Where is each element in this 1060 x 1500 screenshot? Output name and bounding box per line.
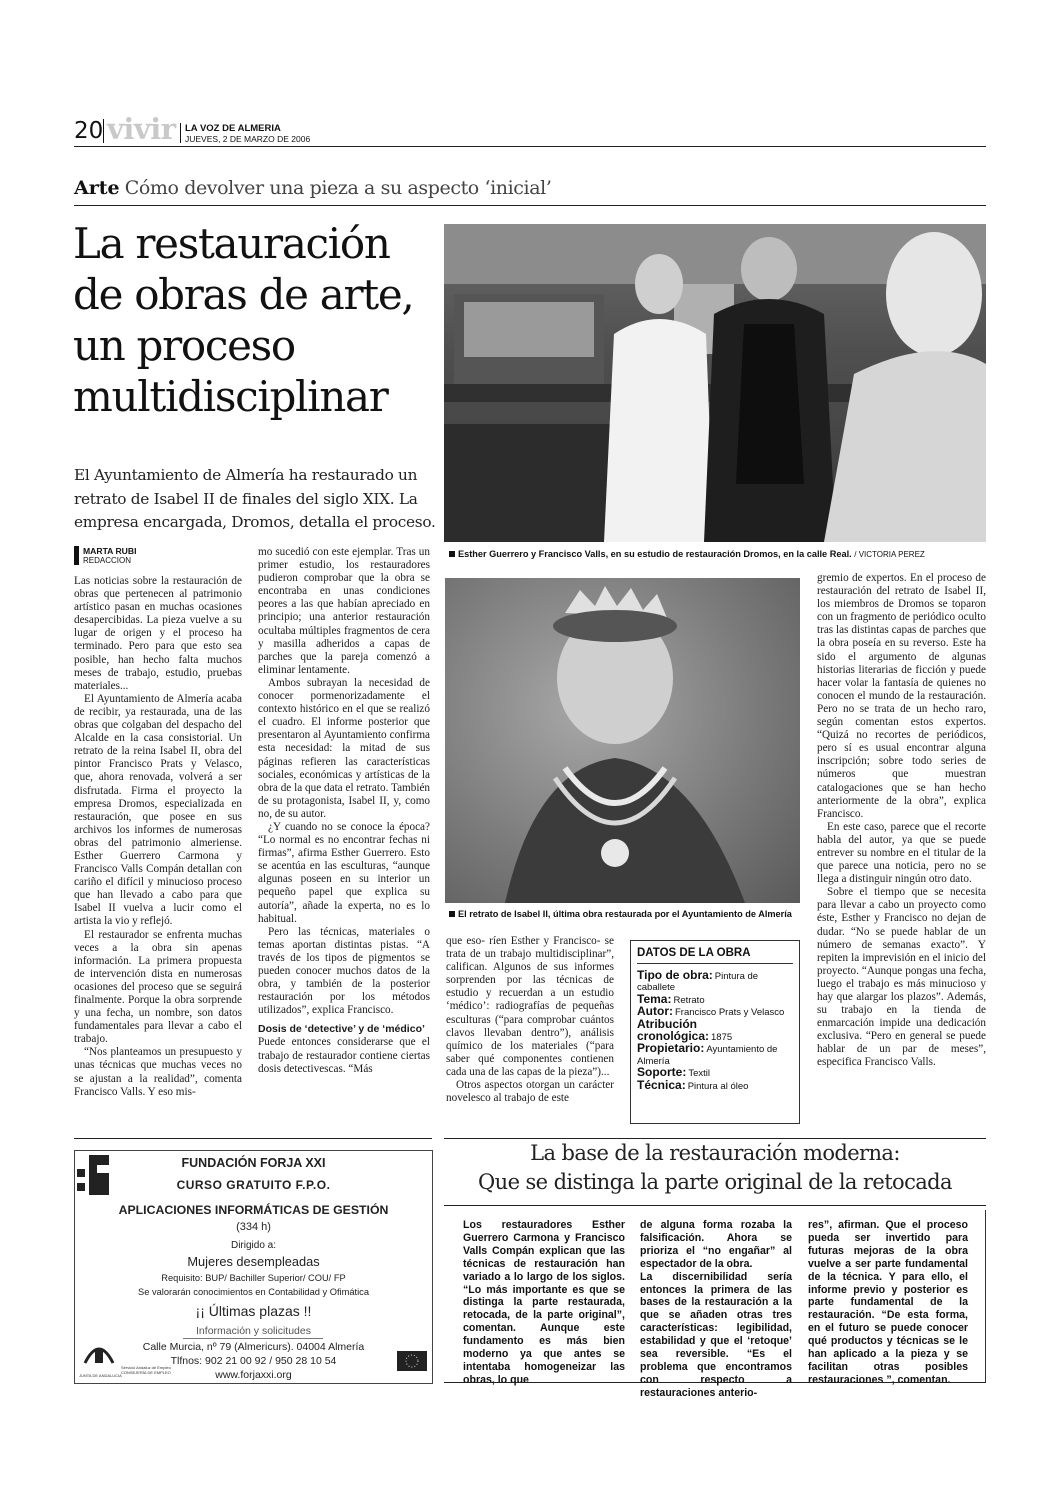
- sidebar-paragraph: res”, afirman. Que el proceso pueda ser invertido para futuras mejoras de la obra vuelve a ser parte fundamental de la técnica. Y para ello, el informe previo y posterior es parte fundamental de la restauración. “De esta forma, en el futuro se puede conocer qué productos y técnicas se le han aplicado a la pieza y se facilitan otras posibles restauraciones ”, comentan.: [808, 1219, 968, 1386]
- datos-row-label: Atribución cronológica:: [637, 1016, 710, 1044]
- ad-audience: Mujeres desempleadas: [187, 1254, 320, 1269]
- junta-andalucia-logo-icon: [81, 1341, 117, 1377]
- deck-line-2: retrato de Isabel II de finales del siglo XIX. La: [74, 489, 418, 508]
- deck-line-1: El Ayuntamiento de Almería ha restaurado un: [74, 466, 418, 484]
- sidebar-title-rule: [444, 1205, 986, 1206]
- datos-row-value: Pintura de caballete: [637, 971, 759, 994]
- body-paragraph: mo sucedió con este ejemplar. Tras un primer estudio, los restauradores pudieron comprobar que la obra se encontraba en unas condiciones peores a las que habían apreciado en principio; una anterior restauración ocultaba múltiples fragmentos de cera y masilla adheridos a capas de parches que la pareja comenzó a eliminar lentamente.: [258, 546, 430, 676]
- sidebar-paragraph: de alguna forma rozaba la falsificación. Ahora se prioriza el “no engañar” al espectador de la obra.: [640, 1219, 792, 1270]
- ad-phones: Tlfnos: 902 21 00 92 / 950 28 10 54: [170, 1355, 337, 1367]
- datos-row-label: Soporte:: [637, 1065, 687, 1080]
- header-rule: [74, 146, 986, 147]
- sidebar-paragraph: Los restauradores Esther Guerrero Carmona y Francisco Valls Compán explican que las técnicas de restauración han variado a lo largo de los siglos. “Lo más importante es que se distinga la parte restaurada, retocada, de la parte original”, comentan. Aunque este fundamento es más bien moderno ya que antes se intentaba homogeneizar las obras, lo que: [463, 1219, 625, 1386]
- ad-address: Calle Murcia, nº 79 (Almericurs). 04004 Almería: [142, 1341, 365, 1353]
- ad-org: FUNDACIÓN FORJA XXI: [181, 1156, 326, 1170]
- datos-row-value: Textil: [688, 1068, 710, 1080]
- ad-hours: (334 h): [236, 1221, 271, 1233]
- datos-rows: [637, 970, 793, 1092]
- body-paragraph: ¿Y cuando no se conoce la época? “Lo normal es no encontrar fechas ni firmas”, afirma Esther Guerrero. Esto se acentúa en las esculturas, “aunque algunas poseen en su interior un pequeño papel que explica su autoría”, añade la experta, no es lo habitual.: [258, 820, 430, 925]
- byline-desk: REDACCION: [83, 556, 132, 565]
- sidebar-bottom-rule: [444, 1382, 986, 1383]
- headline: [73, 218, 438, 422]
- ad-valued: Se valorarán conocimientos en Contabilidad y Ofimática: [138, 1287, 369, 1297]
- datos-row-value: Ayuntamiento de Almería: [637, 1044, 778, 1067]
- body-paragraph: Ambos subrayan la necesidad de conocer pormenorizadamente el contexto histórico en el que se realizó el cuadro. El informe posterior que presentaron al Ayuntamiento confirma esta necesidad: la mitad de sus páginas refieren las características sociales, económicas y artísticas de la obra de la que data el retrato. También de su protagonista, Isabel II, y, como no, de su autor.: [258, 676, 430, 820]
- caption-bullet: [449, 551, 455, 557]
- sidebar-title: [444, 1139, 986, 1197]
- body-paragraph: El Ayuntamiento de Almería acaba de recibir, ya restaurada, una de las obras que colgaban del despacho del Alcalde en la casa consistorial. Un retrato de la reina Isabel II, obra del pintor Francisco Prats y Velasco, que, ahora renovada, volverá a ser disfrutada. Firma el proyecto la empresa Dromos, especializada en restauración, que posee en sus archivos los informes de numerosas obras del patrimonio almeriense. Esther Guerrero Carmona y Francisco Valls Compán detallan con cariño el difícil y minucioso proceso que han llevado a cabo para que Isabel II vuelva a lucir como el artista la vio y reflejó.: [74, 692, 242, 928]
- photo2-caption: [449, 909, 792, 919]
- ad-directed: Dirigido a:: [230, 1240, 277, 1251]
- body-paragraph: Otros aspectos otorgan un carácter novelesco al trabajo de este: [446, 1079, 614, 1105]
- kicker-text: Cómo devolver una pieza a su aspecto ‘inicial’: [124, 177, 552, 199]
- body-column-1: [74, 575, 242, 1099]
- datos-row-value: Pintura al óleo: [687, 1080, 749, 1092]
- datos-row-label: Tipo de obra:: [637, 968, 713, 982]
- photo-isabel-ii-portrait: [445, 578, 800, 903]
- datos-row-value: 1875: [711, 1032, 733, 1044]
- header-divider: [103, 119, 104, 143]
- headline-line-3: un proceso: [73, 321, 295, 370]
- body-paragraph: que eso- ríen Esther y Francisco- se trata de un trabajo multidisciplinar”, califican. Algunos de sus informes sorprenden por las técnicas de estudio y recuerdan a un estudio ‘médico’: radiografías de pequeñas esculturas (“para comprobar cuántos clavos llevaban dentro”), análisis químico de los materiales (“para saber qué componentes contienen cada una de las capas de la pieza”)...: [446, 935, 614, 1078]
- body-paragraph: Sobre el tiempo que se necesita para llevar a cabo un proyecto como éste, Esther y Francisco no dejan de dudar. “No se puede hablar de un número de semanas exacto”. Y repiten la imprevisión en el inicio del proyecto. “Aunque pongas una fecha, luego el trabajo es más minucioso y hay que alargar los plazos”. Además, su trabajo en la tienda de enmarcación impide una dedicación exclusiva. “Pero en general se puede hablar de un par de meses”, especifica Francisco Valls.: [817, 886, 986, 1069]
- datos-row: [637, 970, 793, 994]
- sidebar-right-rule: [985, 1210, 986, 1382]
- sidebar-column-2: [640, 1219, 792, 1400]
- photo1-caption: [449, 549, 925, 559]
- datos-row-value: Francisco Prats y Velasco: [675, 1007, 785, 1019]
- photo1-credit: / VICTORIA PEREZ: [854, 550, 925, 559]
- headline-line-2: de obras de arte,: [73, 270, 414, 319]
- sidebar-column-3: [808, 1219, 968, 1387]
- body-column-2: [258, 546, 430, 1076]
- body-paragraph: gremio de expertos. En el proceso de restauración del retrato de Isabel II, los miembros de Dromos se toparon con un fragmento de periódico oculto tras las distintas capas de parches que la obra poseía en su reverso. Este ha sido el argumento de algunas historias literarias de ficción y puede hacer volar la fantasía de quienes no conocen el mundo de la restauración. Pero no se trata de un hecho raro, según comentan estos expertos. “Quizá no recortes de periódicos, pero sí es usual encontrar alguna inscripción; sobre todo series de números que muestran catalogaciones que se han hecho anteriormente de la obra”, explica Francisco.: [817, 572, 986, 820]
- sidebar-paragraph: La discernibilidad sería entonces la primera de las bases de la restauración a la que se añaden otras tres características: legibilidad, estabilidad y que el ‘retoque’ sea reversible. “Es el problema que encontramos con respecto a restauraciones anterio-: [640, 1270, 792, 1399]
- datos-row: [637, 1043, 793, 1067]
- body-subheading: Dosis de ‘detective’ y de ‘médico’: [258, 1023, 425, 1036]
- ad-info: Información y solicitudes: [196, 1325, 311, 1337]
- body-paragraph: En este caso, parece que el recorte habla del autor, ya que se puede entrever su nombre en el titular de la que parece una noticia, pero no se llega a distinguir ningún otro dato.: [817, 820, 986, 886]
- deck-line-3: empresa encargada, Dromos, detalla el proceso.: [74, 513, 436, 531]
- ad-course: CURSO GRATUITO F.P.O.: [176, 1178, 331, 1192]
- body-paragraph: El restaurador se enfrenta muchas veces a la obra sin apenas información. La primera propuesta de intervención dista en numerosas ocasiones del proceso que se seguirá finalmente. Porque la obra sorprende y una fecha, un nombre, son datos fundamentales para llevar a cabo el trabajo.: [74, 928, 242, 1046]
- datos-row-value: Retrato: [673, 994, 705, 1006]
- datos-row: [637, 1016, 793, 1044]
- photo1-caption-text: Esther Guerrero y Francisco Valls, en su estudio de restauración Dromos, en la calle Real.: [458, 549, 852, 559]
- datos-row: [637, 1077, 793, 1092]
- ad-cta: ¡¡ Últimas plazas !!: [195, 1303, 312, 1319]
- issue-date: JUEVES, 2 DE MARZO DE 2006: [185, 134, 311, 144]
- body-paragraph: Pero las técnicas, materiales o temas aportan distintas pistas. “A través de los tipos de pigmentos se pueden conocer muchos datos de la obra, y también de la posterior restauración por los métodos utilizados”, explica Francisco.: [258, 925, 430, 1017]
- section-label: vivir: [107, 112, 176, 146]
- kicker: [74, 177, 551, 199]
- sidebar-column-1: [463, 1219, 625, 1387]
- kicker-rule: [74, 205, 986, 206]
- datos-row-label: Propietario:: [637, 1041, 705, 1056]
- datos-de-la-obra-box: [630, 940, 800, 1124]
- byline-author: MARTA RUBI: [83, 546, 137, 556]
- sidebar-title-line-2: Que se distinga la parte original de la retocada: [478, 1170, 952, 1194]
- header-divider-2: [180, 123, 181, 143]
- deck: [74, 464, 434, 535]
- photo-restorers-studio: [444, 224, 986, 542]
- consejeria-label: Servicio Andaluz de Empleo CONSEJERÍA DE EMPLEO: [121, 1365, 171, 1375]
- body-paragraph: Las noticias sobre la restauración de obras que pertenecen al patrimonio artístico pasan en muchas ocasiones desapercibidas. La pieza vuelve a su lugar de origen y el proceso ha terminado. Pero para que esto sea posible, han hecho falta muchos meses de trabajo, estudio, pruebas materiales...: [74, 575, 242, 692]
- eu-flag-icon: [397, 1351, 427, 1371]
- ad-info-underline: [183, 1338, 323, 1339]
- ad-requirement: Requisito: BUP/ Bachiller Superior/ COU/ FP: [161, 1273, 346, 1283]
- portrait-illustration: [445, 578, 800, 903]
- ad-top-rule: [74, 1138, 432, 1139]
- body-column-4: [817, 572, 986, 1070]
- datos-title: DATOS DE LA OBRA: [637, 947, 793, 964]
- datos-row-label: Tema:: [637, 991, 672, 1006]
- caption-bullet-2: [449, 911, 455, 917]
- studio-scene-illustration: [444, 224, 986, 542]
- headline-line-4: multidisciplinar: [73, 372, 388, 421]
- body-column-3: [446, 935, 614, 1105]
- ad-website: www.forjaxxi.org: [215, 1369, 292, 1381]
- body-paragraph: “Nos planteamos un presupuesto y unas técnicas que muchas veces no se ajustan a la realidad”, comenta Francisco Valls. Y eso mis-: [74, 1046, 242, 1098]
- headline-line-1: La restauración: [73, 219, 390, 268]
- photo2-caption-text: El retrato de Isabel II, última obra restaurada por el Ayuntamiento de Almería: [458, 909, 792, 919]
- ad-title: APLICACIONES INFORMÁTICAS DE GESTIÓN: [118, 1203, 389, 1217]
- kicker-section: Arte: [74, 177, 120, 199]
- body-paragraph: Puede entonces considerarse que el trabajo de restaurador contiene ciertas dosis detectivescas. “Más: [258, 1036, 430, 1075]
- advertisement-forja-xxi: [74, 1150, 433, 1384]
- newspaper-name: LA VOZ DE ALMERIA: [185, 123, 281, 134]
- datos-row-label: Técnica:: [637, 1077, 686, 1092]
- junta-logo-label: JUNTA DE ANDALUCIA: [79, 1373, 122, 1378]
- sidebar-title-line-1: La base de la restauración moderna:: [530, 1141, 900, 1165]
- page-number: 20: [74, 118, 104, 144]
- byline-bar: [74, 546, 79, 565]
- datos-row-label: Autor:: [637, 1004, 673, 1019]
